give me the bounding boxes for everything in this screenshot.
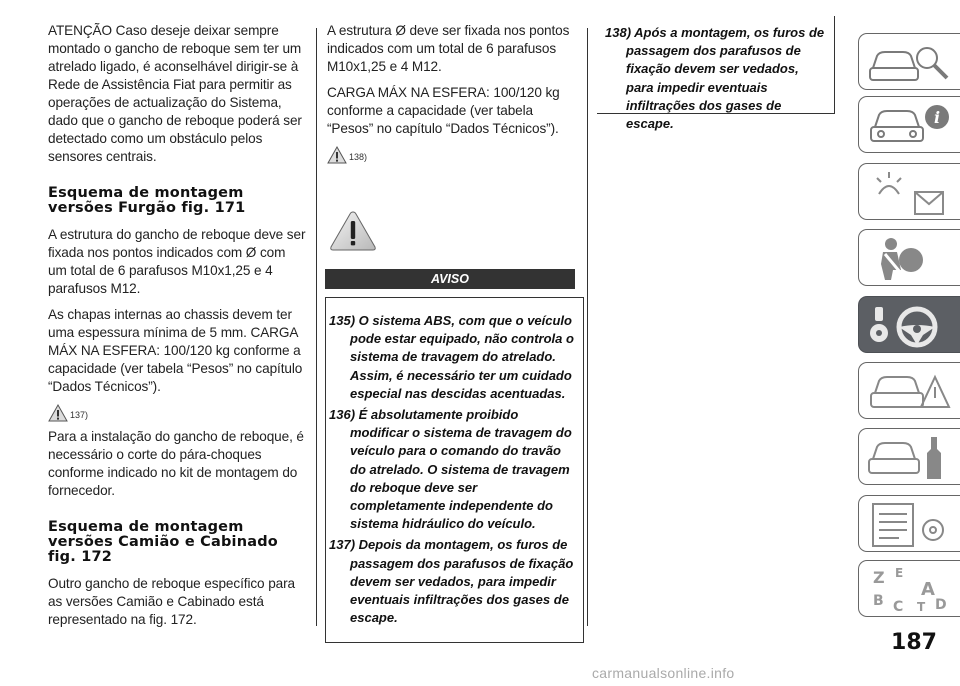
paragraph-structure: A estrutura do gancho de reboque deve ser fixada nos pontos indicados com Ø com um total de 6 parafusos M10x1,25 e 4 parafusos M12.: [48, 227, 306, 296]
column-1: [48, 22, 306, 637]
tab-maintenance[interactable]: [858, 428, 960, 485]
svg-text:C: C: [893, 599, 904, 615]
tab-starting-driving[interactable]: [858, 296, 960, 353]
warning-item: 137) Depois da montagem, os furos de passagem dos parafusos de fixação devem ser vedados, para impedir eventuais infiltrações dos gases de escape.: [329, 537, 574, 626]
dashboard-lights-icon: [859, 164, 960, 221]
tab-emergency[interactable]: [858, 362, 960, 419]
tab-vehicle-knowledge[interactable]: [858, 33, 960, 90]
key-steering-wheel-icon: [859, 297, 960, 354]
warning-item: 138) Após a montagem, os furos de passagem dos parafusos de fixação devem ser vedados, para impedir eventuais infiltrações dos gases de escape.: [605, 25, 825, 132]
tab-technical-data[interactable]: [858, 495, 960, 552]
paragraph-max-load: CARGA MÁX NA ESFERA: 100/120 kg conforme a capacidade (ver tabela “Pesos” no capítulo “Dados Técnicos”).: [327, 85, 560, 136]
warning-triangle-icon: [327, 146, 347, 164]
tab-index[interactable]: [858, 560, 960, 617]
warning-box-continued: [597, 16, 835, 132]
warning-item: 135) O sistema ABS, com que o veículo pode estar equipado, não controla o sistema de travagem do atrelado. Assim, é necessário ter um cuidado especial nas descidas acentuadas.: [329, 313, 574, 401]
alphabetical-index-icon: [859, 561, 960, 618]
airbag-safety-icon: [859, 230, 960, 287]
reference-number: 137): [70, 410, 89, 420]
car-maintenance-icon: [859, 429, 960, 486]
aviso-header: AVISO: [325, 269, 575, 289]
tab-dashboard[interactable]: [858, 163, 960, 220]
heading-camiao: Esquema de montagem versões Camião e Cabinado fig. 172: [48, 519, 278, 565]
warning-triangle-icon: [48, 404, 68, 422]
technical-data-icon: [859, 496, 960, 553]
svg-text:D: D: [935, 597, 947, 613]
paragraph-other-hook: Outro gancho de reboque específico para as versões Camião e Cabinado está representado na fig. 172.: [48, 576, 296, 627]
car-info-icon: [859, 97, 960, 154]
warning-reference: [327, 146, 577, 164]
warning-item: 136) É absolutamente proibido modificar o sistema de travagem do veículo para o comando do travão do atrelado. O sistema de travagem do reboque deve ser completamente independente do sistema hidráulico do veículo.: [329, 407, 572, 532]
column-2: [327, 22, 577, 643]
warning-triangle-icon: [329, 210, 377, 252]
svg-text:E: E: [895, 566, 904, 580]
paragraph-plates: As chapas internas ao chassis devem ter uma espessura mínima de 5 mm. CARGA MÁX NA ESFERA: 100/120 kg conforme a capacidade (ver tabela “Pesos” no capítulo “Dados Técnicos”).: [48, 307, 303, 394]
reference-number: 138): [349, 152, 368, 162]
warning-box: [325, 297, 584, 643]
warning-reference: [48, 404, 306, 422]
svg-text:T: T: [917, 600, 926, 614]
svg-text:i: i: [933, 108, 941, 127]
car-search-icon: [859, 34, 960, 91]
svg-text:B: B: [873, 593, 884, 609]
paragraph-structure-points: A estrutura Ø deve ser fixada nos pontos indicados com um total de 6 parafusos M10x1,25 e 4 M12.: [327, 23, 570, 74]
tab-vehicle-info[interactable]: [858, 96, 960, 153]
paragraph-bumper-cut: Para a instalação do gancho de reboque, é necessário o corte do pára-choques conforme indicado no kit de montagem do fornecedor.: [48, 429, 304, 498]
car-emergency-icon: [859, 363, 960, 420]
heading-furgao: Esquema de montagem versões Furgão fig. 171: [48, 185, 246, 216]
svg-text:Z: Z: [873, 568, 885, 587]
paragraph-attention: ATENÇÃO Caso deseje deixar sempre montado o gancho de reboque sem ter um atrelado ligado, é aconselhável dirigir-se à Rede de Assistência Fiat para permitir as operações de actualização do Sistema, dado que o gancho de reboque poderá ser detectado como um obstáculo pelos sensores centrais.: [48, 23, 302, 164]
svg-text:A: A: [921, 579, 935, 600]
column-divider-2: [587, 28, 588, 626]
watermark: carmanualsonline.info: [592, 665, 735, 681]
column-divider-1: [316, 28, 317, 626]
tab-safety[interactable]: [858, 229, 960, 286]
page-number: 187: [891, 630, 937, 655]
